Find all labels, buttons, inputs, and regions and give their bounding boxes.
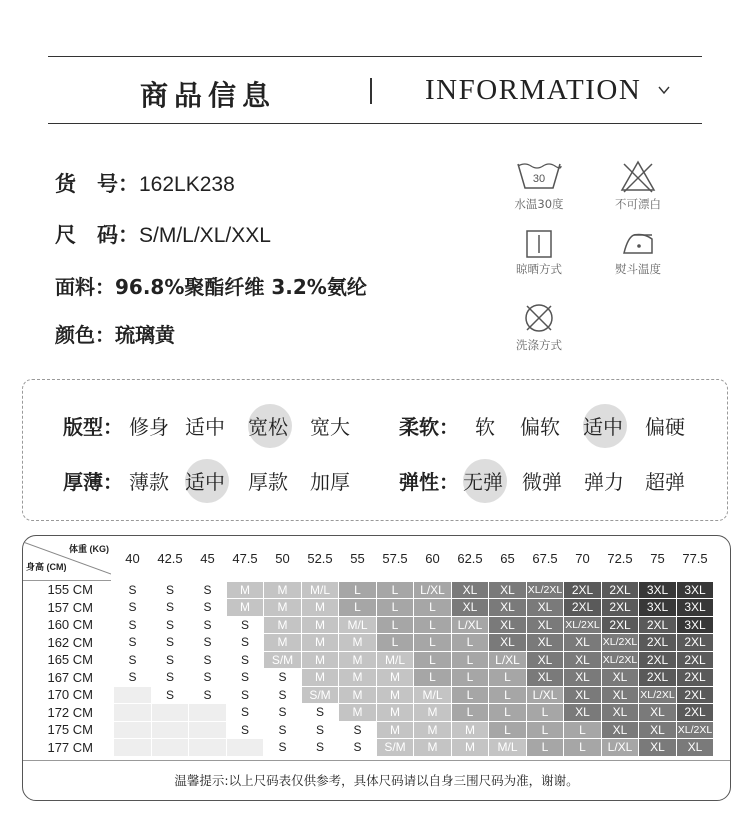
size-cell: L bbox=[414, 669, 452, 687]
height-axis-label: 身高 (CM) bbox=[26, 562, 67, 572]
weight-header: 55 bbox=[350, 550, 365, 566]
stretch-option: 超弹 bbox=[645, 470, 685, 494]
no-bleach-label: 不可漂白 bbox=[615, 197, 661, 211]
size-cell: M bbox=[377, 669, 414, 687]
size-cell: S bbox=[114, 669, 152, 687]
fabric-row bbox=[55, 271, 367, 300]
size-cell: XL bbox=[602, 721, 639, 739]
softness-option: 偏软 bbox=[520, 415, 560, 439]
corner-header bbox=[23, 536, 114, 581]
weight-header: 65 bbox=[500, 550, 515, 566]
height-label: 177 CM bbox=[47, 739, 93, 755]
size-cell: S bbox=[227, 704, 264, 722]
size-cell: M/L bbox=[302, 581, 339, 599]
size-cell: L bbox=[564, 721, 602, 739]
table-row bbox=[23, 634, 714, 652]
size-cell: XL bbox=[489, 634, 527, 652]
size-cell: L bbox=[339, 581, 377, 599]
size-cell: L/XL bbox=[527, 686, 564, 704]
softness-option: 软 bbox=[475, 415, 495, 439]
fit-label: 版型： bbox=[63, 415, 123, 439]
size-cell: L bbox=[377, 599, 414, 617]
item-number-label: 货 号： bbox=[55, 172, 139, 196]
size-cell: XL bbox=[564, 686, 602, 704]
size-cell bbox=[114, 704, 152, 722]
clean-label: 洗涤方式 bbox=[516, 338, 562, 352]
size-cell: L bbox=[452, 686, 489, 704]
height-label: 165 CM bbox=[47, 652, 93, 668]
size-cell: 3XL bbox=[639, 581, 677, 599]
weight-header-row bbox=[23, 536, 714, 581]
size-cell: M bbox=[377, 721, 414, 739]
size-cell: M bbox=[414, 721, 452, 739]
size-chart bbox=[22, 535, 731, 801]
size-cell: M/L bbox=[414, 686, 452, 704]
table-row bbox=[23, 739, 714, 757]
size-cell: L bbox=[414, 616, 452, 634]
size-cell: 3XL bbox=[677, 616, 714, 634]
size-cell: S bbox=[152, 669, 189, 687]
no-bleach-icon bbox=[618, 158, 658, 194]
weight-header: 52.5 bbox=[307, 550, 333, 566]
size-cell: M bbox=[302, 599, 339, 617]
size-cell: S bbox=[152, 686, 189, 704]
size-cell: S bbox=[227, 686, 264, 704]
size-cell: L bbox=[564, 739, 602, 757]
fit-option: 宽松 bbox=[248, 411, 288, 440]
size-cell: L bbox=[377, 581, 414, 599]
care-iron bbox=[598, 229, 678, 277]
size-cell: S bbox=[339, 721, 377, 739]
size-cell: S bbox=[227, 616, 264, 634]
table-row bbox=[23, 669, 714, 687]
size-cell: 2XL bbox=[602, 616, 639, 634]
size-cell: XL bbox=[489, 599, 527, 617]
size-cell: S bbox=[114, 581, 152, 599]
drip-dry-icon bbox=[524, 229, 554, 259]
table-row bbox=[23, 616, 714, 634]
size-cell: L bbox=[527, 704, 564, 722]
size-cell: S bbox=[189, 616, 227, 634]
size-cell: M bbox=[414, 704, 452, 722]
size-cell: S bbox=[227, 721, 264, 739]
size-cell: XL bbox=[527, 651, 564, 669]
size-cell: 2XL bbox=[677, 704, 714, 722]
size-cell: L bbox=[414, 651, 452, 669]
table-row bbox=[23, 581, 714, 599]
thickness-option: 薄款 bbox=[129, 470, 169, 494]
size-cell: XL bbox=[452, 581, 489, 599]
size-cell: S/M bbox=[264, 651, 302, 669]
fabric-value: 96.8%聚酯纤维 3.2%氨纶 bbox=[115, 275, 367, 299]
size-cell: XL bbox=[527, 634, 564, 652]
size-cell: 2XL bbox=[602, 581, 639, 599]
size-cell: M bbox=[452, 721, 489, 739]
color-label: 颜色： bbox=[55, 323, 115, 347]
size-cell bbox=[114, 739, 152, 757]
size-cell: XL bbox=[564, 634, 602, 652]
size-cell: S bbox=[189, 634, 227, 652]
size-cell: S bbox=[189, 686, 227, 704]
size-cell: L bbox=[377, 616, 414, 634]
size-cell: L bbox=[452, 634, 489, 652]
size-cell: M/L bbox=[489, 739, 527, 757]
size-cell: S bbox=[189, 669, 227, 687]
size-cell: 2XL bbox=[564, 581, 602, 599]
size-cell: M bbox=[339, 704, 377, 722]
dry-label: 晾晒方式 bbox=[516, 262, 562, 276]
weight-header: 67.5 bbox=[532, 550, 558, 566]
size-cell: S bbox=[264, 669, 302, 687]
care-wash bbox=[499, 158, 579, 212]
size-cell: S bbox=[302, 704, 339, 722]
wash-label: 水温30度 bbox=[514, 197, 564, 211]
size-cell: XL/2XL bbox=[639, 686, 677, 704]
iron-label: 熨斗温度 bbox=[615, 262, 661, 276]
size-cell: M bbox=[339, 651, 377, 669]
size-cell: XL bbox=[527, 599, 564, 617]
size-cell: XL bbox=[602, 704, 639, 722]
height-label: 170 CM bbox=[47, 687, 93, 703]
size-cell: M bbox=[264, 616, 302, 634]
height-label: 167 CM bbox=[47, 669, 93, 685]
size-cell: L bbox=[377, 634, 414, 652]
size-cell: S bbox=[227, 669, 264, 687]
size-cell: 3XL bbox=[639, 599, 677, 617]
size-cell: S bbox=[114, 651, 152, 669]
weight-header: 57.5 bbox=[382, 550, 408, 566]
stretch-label: 弹性： bbox=[399, 470, 459, 494]
table-row bbox=[23, 651, 714, 669]
fit-option: 适中 bbox=[185, 415, 225, 439]
size-cell: S bbox=[189, 581, 227, 599]
size-cell: L bbox=[527, 739, 564, 757]
stretch-row bbox=[399, 466, 709, 494]
weight-header: 77.5 bbox=[682, 550, 708, 566]
table-row bbox=[23, 721, 714, 739]
height-label: 157 CM bbox=[47, 599, 93, 615]
attributes-panel bbox=[22, 379, 728, 521]
care-dry bbox=[499, 229, 579, 277]
size-cell bbox=[152, 704, 189, 722]
size-cell: M bbox=[452, 739, 489, 757]
size-cell: M bbox=[264, 599, 302, 617]
height-label: 155 CM bbox=[47, 582, 93, 598]
size-cell: S bbox=[264, 721, 302, 739]
size-cell: 2XL bbox=[677, 634, 714, 652]
size-cell: XL bbox=[639, 721, 677, 739]
wash-temp-number: 30 bbox=[532, 173, 546, 185]
size-cell bbox=[227, 739, 264, 757]
size-cell: S bbox=[114, 616, 152, 634]
size-cell: L bbox=[489, 721, 527, 739]
softness-row bbox=[399, 411, 709, 439]
softness-label: 柔软： bbox=[399, 415, 459, 439]
size-cell: L/XL bbox=[414, 581, 452, 599]
size-cell: XL bbox=[452, 599, 489, 617]
size-cell: S bbox=[114, 599, 152, 617]
iron-icon bbox=[620, 229, 656, 259]
item-number-row bbox=[55, 168, 235, 198]
size-cell: S bbox=[152, 581, 189, 599]
size-cell: L/XL bbox=[602, 739, 639, 757]
size-cell: L bbox=[489, 704, 527, 722]
size-cell: S bbox=[264, 704, 302, 722]
weight-header: 50 bbox=[275, 550, 290, 566]
fit-option: 修身 bbox=[129, 415, 169, 439]
size-cell: S bbox=[302, 721, 339, 739]
header-bottom-rule bbox=[48, 123, 702, 124]
size-cell: 2XL bbox=[639, 616, 677, 634]
size-label: 尺 码： bbox=[55, 223, 139, 247]
size-cell bbox=[152, 721, 189, 739]
size-value: S/M/L/XL/XXL bbox=[139, 224, 271, 247]
table-row bbox=[23, 686, 714, 704]
height-label: 175 CM bbox=[47, 722, 93, 738]
care-clean bbox=[499, 301, 579, 353]
size-cell: L/XL bbox=[489, 651, 527, 669]
size-cell: M bbox=[227, 599, 264, 617]
size-cell: XL bbox=[489, 616, 527, 634]
softness-option: 适中 bbox=[583, 411, 623, 440]
size-cell: S bbox=[152, 599, 189, 617]
size-cell: L bbox=[452, 669, 489, 687]
size-cell bbox=[189, 721, 227, 739]
size-cell: 2XL bbox=[564, 599, 602, 617]
size-cell: M bbox=[339, 634, 377, 652]
item-number-value: 162LK238 bbox=[139, 173, 235, 196]
thickness-option: 厚款 bbox=[248, 470, 288, 494]
fabric-label: 面料： bbox=[55, 275, 115, 299]
size-cell: XL bbox=[564, 704, 602, 722]
size-table-body bbox=[23, 581, 714, 756]
size-cell bbox=[114, 721, 152, 739]
size-cell: L bbox=[414, 634, 452, 652]
thickness-option: 适中 bbox=[185, 466, 225, 495]
size-cell: M/L bbox=[377, 651, 414, 669]
size-cell: S bbox=[227, 634, 264, 652]
size-cell: L bbox=[452, 704, 489, 722]
size-cell: 3XL bbox=[677, 599, 714, 617]
size-cell: L bbox=[527, 721, 564, 739]
size-table bbox=[23, 536, 714, 757]
size-cell: 2XL bbox=[677, 651, 714, 669]
table-row bbox=[23, 704, 714, 722]
size-cell: XL bbox=[602, 686, 639, 704]
size-row bbox=[55, 219, 271, 249]
size-cell: 2XL bbox=[639, 669, 677, 687]
size-cell: S bbox=[264, 739, 302, 757]
size-cell: XL/2XL bbox=[564, 616, 602, 634]
weight-header: 75 bbox=[650, 550, 665, 566]
size-cell: M bbox=[339, 686, 377, 704]
weight-header: 47.5 bbox=[232, 550, 258, 566]
height-label: 162 CM bbox=[47, 634, 93, 650]
size-cell: XL/2XL bbox=[527, 581, 564, 599]
size-cell: M bbox=[302, 616, 339, 634]
stretch-option: 无弹 bbox=[463, 466, 503, 495]
color-value: 琉璃黄 bbox=[115, 323, 175, 347]
size-cell: S bbox=[189, 651, 227, 669]
weight-axis-label: 体重 (KG) bbox=[69, 544, 109, 554]
size-cell: M bbox=[377, 686, 414, 704]
size-cell: L bbox=[452, 651, 489, 669]
thickness-label: 厚薄： bbox=[63, 470, 123, 494]
size-cell: XL bbox=[489, 581, 527, 599]
size-cell: XL bbox=[602, 669, 639, 687]
weight-header: 60 bbox=[425, 550, 440, 566]
header-top-rule bbox=[48, 56, 702, 57]
size-cell: L/XL bbox=[452, 616, 489, 634]
size-cell: XL/2XL bbox=[602, 651, 639, 669]
size-cell: 2XL bbox=[639, 634, 677, 652]
weight-header: 70 bbox=[575, 550, 590, 566]
weight-header: 40 bbox=[125, 550, 140, 566]
size-cell: XL bbox=[639, 739, 677, 757]
wash-tub-icon bbox=[515, 158, 563, 194]
weight-header: 62.5 bbox=[457, 550, 483, 566]
weight-header: 45 bbox=[200, 550, 215, 566]
size-cell: XL bbox=[564, 669, 602, 687]
size-cell bbox=[114, 686, 152, 704]
size-cell: XL/2XL bbox=[677, 721, 714, 739]
thickness-row bbox=[63, 466, 373, 494]
size-cell: L bbox=[339, 599, 377, 617]
size-cell: S bbox=[152, 634, 189, 652]
stretch-option: 微弹 bbox=[522, 470, 562, 494]
size-cell bbox=[152, 739, 189, 757]
stretch-option: 弹力 bbox=[584, 470, 624, 494]
size-cell: XL/2XL bbox=[602, 634, 639, 652]
size-cell: XL bbox=[677, 739, 714, 757]
softness-option: 偏硬 bbox=[645, 415, 685, 439]
size-cell: 2XL bbox=[639, 651, 677, 669]
size-cell: S bbox=[264, 686, 302, 704]
size-cell: S bbox=[302, 739, 339, 757]
size-cell: M bbox=[302, 669, 339, 687]
size-cell: M bbox=[302, 634, 339, 652]
care-no-bleach bbox=[598, 158, 678, 212]
size-cell: S/M bbox=[302, 686, 339, 704]
size-cell: M bbox=[264, 581, 302, 599]
size-cell: S bbox=[114, 634, 152, 652]
size-cell: L bbox=[414, 599, 452, 617]
height-label: 172 CM bbox=[47, 704, 93, 720]
height-label: 160 CM bbox=[47, 617, 93, 633]
size-cell: 2XL bbox=[677, 686, 714, 704]
size-cell: S bbox=[152, 651, 189, 669]
size-cell: 2XL bbox=[602, 599, 639, 617]
section-title-en: INFORMATION bbox=[425, 74, 642, 106]
size-cell: 2XL bbox=[677, 669, 714, 687]
size-cell: L bbox=[489, 686, 527, 704]
size-cell: XL bbox=[527, 616, 564, 634]
size-cell: XL bbox=[527, 669, 564, 687]
weight-header: 42.5 bbox=[157, 550, 183, 566]
chevron-down-icon bbox=[658, 84, 670, 96]
size-cell: S bbox=[189, 599, 227, 617]
size-cell: S bbox=[152, 616, 189, 634]
fit-row bbox=[63, 411, 373, 439]
thickness-option: 加厚 bbox=[310, 470, 350, 494]
section-title-cn: 商品信息 bbox=[140, 79, 277, 112]
size-cell: M bbox=[227, 581, 264, 599]
size-cell: L bbox=[489, 669, 527, 687]
size-cell: M/L bbox=[339, 616, 377, 634]
header-divider bbox=[370, 78, 372, 104]
weight-header: 72.5 bbox=[607, 550, 633, 566]
size-cell: S bbox=[339, 739, 377, 757]
size-cell: 3XL bbox=[677, 581, 714, 599]
table-row bbox=[23, 599, 714, 617]
color-row bbox=[55, 319, 175, 348]
size-cell: M bbox=[414, 739, 452, 757]
no-dryclean-icon bbox=[522, 301, 556, 335]
size-cell: M bbox=[302, 651, 339, 669]
size-cell: S bbox=[227, 651, 264, 669]
size-cell bbox=[189, 739, 227, 757]
size-cell: M bbox=[339, 669, 377, 687]
size-cell: M bbox=[264, 634, 302, 652]
fit-option: 宽大 bbox=[310, 415, 350, 439]
size-cell: M bbox=[377, 704, 414, 722]
size-cell: XL bbox=[639, 704, 677, 722]
size-cell bbox=[189, 704, 227, 722]
size-cell: S/M bbox=[377, 739, 414, 757]
size-cell: XL bbox=[564, 651, 602, 669]
size-note: 温馨提示:以上尺码表仅供参考，具体尺码请以自身三围尺码为准，谢谢。 bbox=[23, 760, 730, 801]
